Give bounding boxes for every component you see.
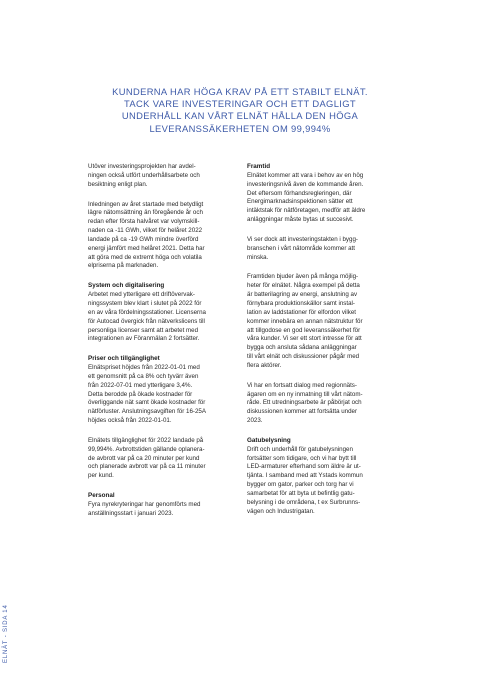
heading-gatubelysning: Gatubelysning <box>247 436 291 444</box>
left-column <box>88 163 240 530</box>
heading-priser-tillganglighet: Priser och tillgänglighet <box>88 355 160 363</box>
paragraph-underhall: Utöver investeringsprojekten har avdel- ningen också utfört underhållsarbete och besiktning enligt plan. <box>88 163 200 188</box>
heading-system-digitalisering: System och digitalisering <box>88 282 165 290</box>
paragraph-personal: Fyra nyrekryteringar har genomförts med anställningsstart i januari 2023. <box>88 501 201 517</box>
right-column <box>247 163 399 528</box>
heading-framtid: Framtid <box>247 163 271 170</box>
paragraph-natomsattning: Inledningen av året startade med betydligt lägre nätomsättning än föregående år och redan efter första halvåret var volymskill- naden ca -11 GWh, vilket för helåret 2022 landade på ca -19 GWh mindre överförd energi jämfört med helåret 2021. Detta har att göra med de extremt höga och volatila elpriserna på marknaden. <box>88 200 205 270</box>
intro-line-2: TACK VARE INVESTERINGAR OCH ETT DAGLIGT <box>124 98 356 110</box>
paragraph-tillganglighet: Elnätets tillgänglighet för 2022 landade på 99,994%. Avbrottstiden gällande oplanera- de avbrott var på ca 20 minuter per kund och planerade avbrott var på ca 11 minuter per kund. <box>88 436 206 480</box>
paragraph-byggbranschen: Vi ser dock att investeringstakten i bygg- branschen i vårt nätområde kommer att minska. <box>247 235 358 261</box>
paragraph-elnatspris: Elnätspriset höjdes från 2022-01-01 med ett genomsnitt på ca 8% och tyvärr även från 2022-07-01 med ytterligare 3,4%. Detta berodde på ökade kostnader för överliggande nät samt ökade kostnader för nätförluster. Anslutningsavgiften för 16-25A höjdes också från 2022-01-01. <box>88 364 206 425</box>
paragraph-investeringsniva: Elnätet kommer att vara i behov av en hög investeringsnivå även de kommande åren. Det eftersom förhandsregleringen, där Energimarknadsinspektionen sätter ett intäktstak för nätföretagen, medför att äldre anläggningar måste bytas ut succesivt. <box>247 171 366 224</box>
intro-line-3: UNDERHÅLL KAN VÅRT ELNÄT HÅLLA DEN HÖGA <box>121 110 359 122</box>
heading-personal: Personal <box>88 492 115 500</box>
intro-line-1: KUNDERNA HAR HÖGA KRAV PÅ ETT STABILT ELNÄT. <box>112 86 368 97</box>
paragraph-regionnat: Vi har en fortsatt dialog med regionnäts- ägaren om en ny inmatning till vårt nätom- råde. Ett utredningsarbete är påbörjat och diskussionen kommer att fortsätta under 2023. <box>247 381 363 425</box>
intro-heading <box>88 86 392 135</box>
page-side-label: ELNÄT - SIDA 14 <box>3 604 9 663</box>
paragraph-system: Arbetet med ytterligare ett driftövervak- ningssystem blev klart i slutet på 2022 för en av våra fördelningsstationer. Licenserna för Autocad övergick från nätverkslicens till personliga licenser samt att arbetet med integrationen av Föranmälan 2 fortsätter. <box>88 291 206 343</box>
paragraph-mojligheter: Framtiden bjuder även på många möjlig- heter för elnätet. Några exempel på detta är batterilagring av energi, anslutning av förnybara produktionskällor samt instal- lation av laddstationer för elfordon vilket kommer innebära en annan nätstruktur för att tillgodose en god leveranssäkerhet för våra kunder. Vi ser ett stort intresse för att bygga och ansluta sådana anläggningar till vårt elnät och diskussioner pågår med flera aktörer. <box>247 273 363 369</box>
paragraph-gatubelysning: Drift och underhåll för gatubelysningen fortsätter som tidigare, och vi har bytt till LED-armaturer efterhand som äldre är ut- tjänta. I samband med att Ystads kommun bygger om gator, parker och torg har vi samarbetat för att byta ut befintlig gatu- belysning i de områdena, t ex Surbrunns- vägen och Industrigatan. <box>247 445 363 515</box>
intro-line-4: LEVERANSSÄKERHETEN OM 99,994% <box>149 122 331 134</box>
